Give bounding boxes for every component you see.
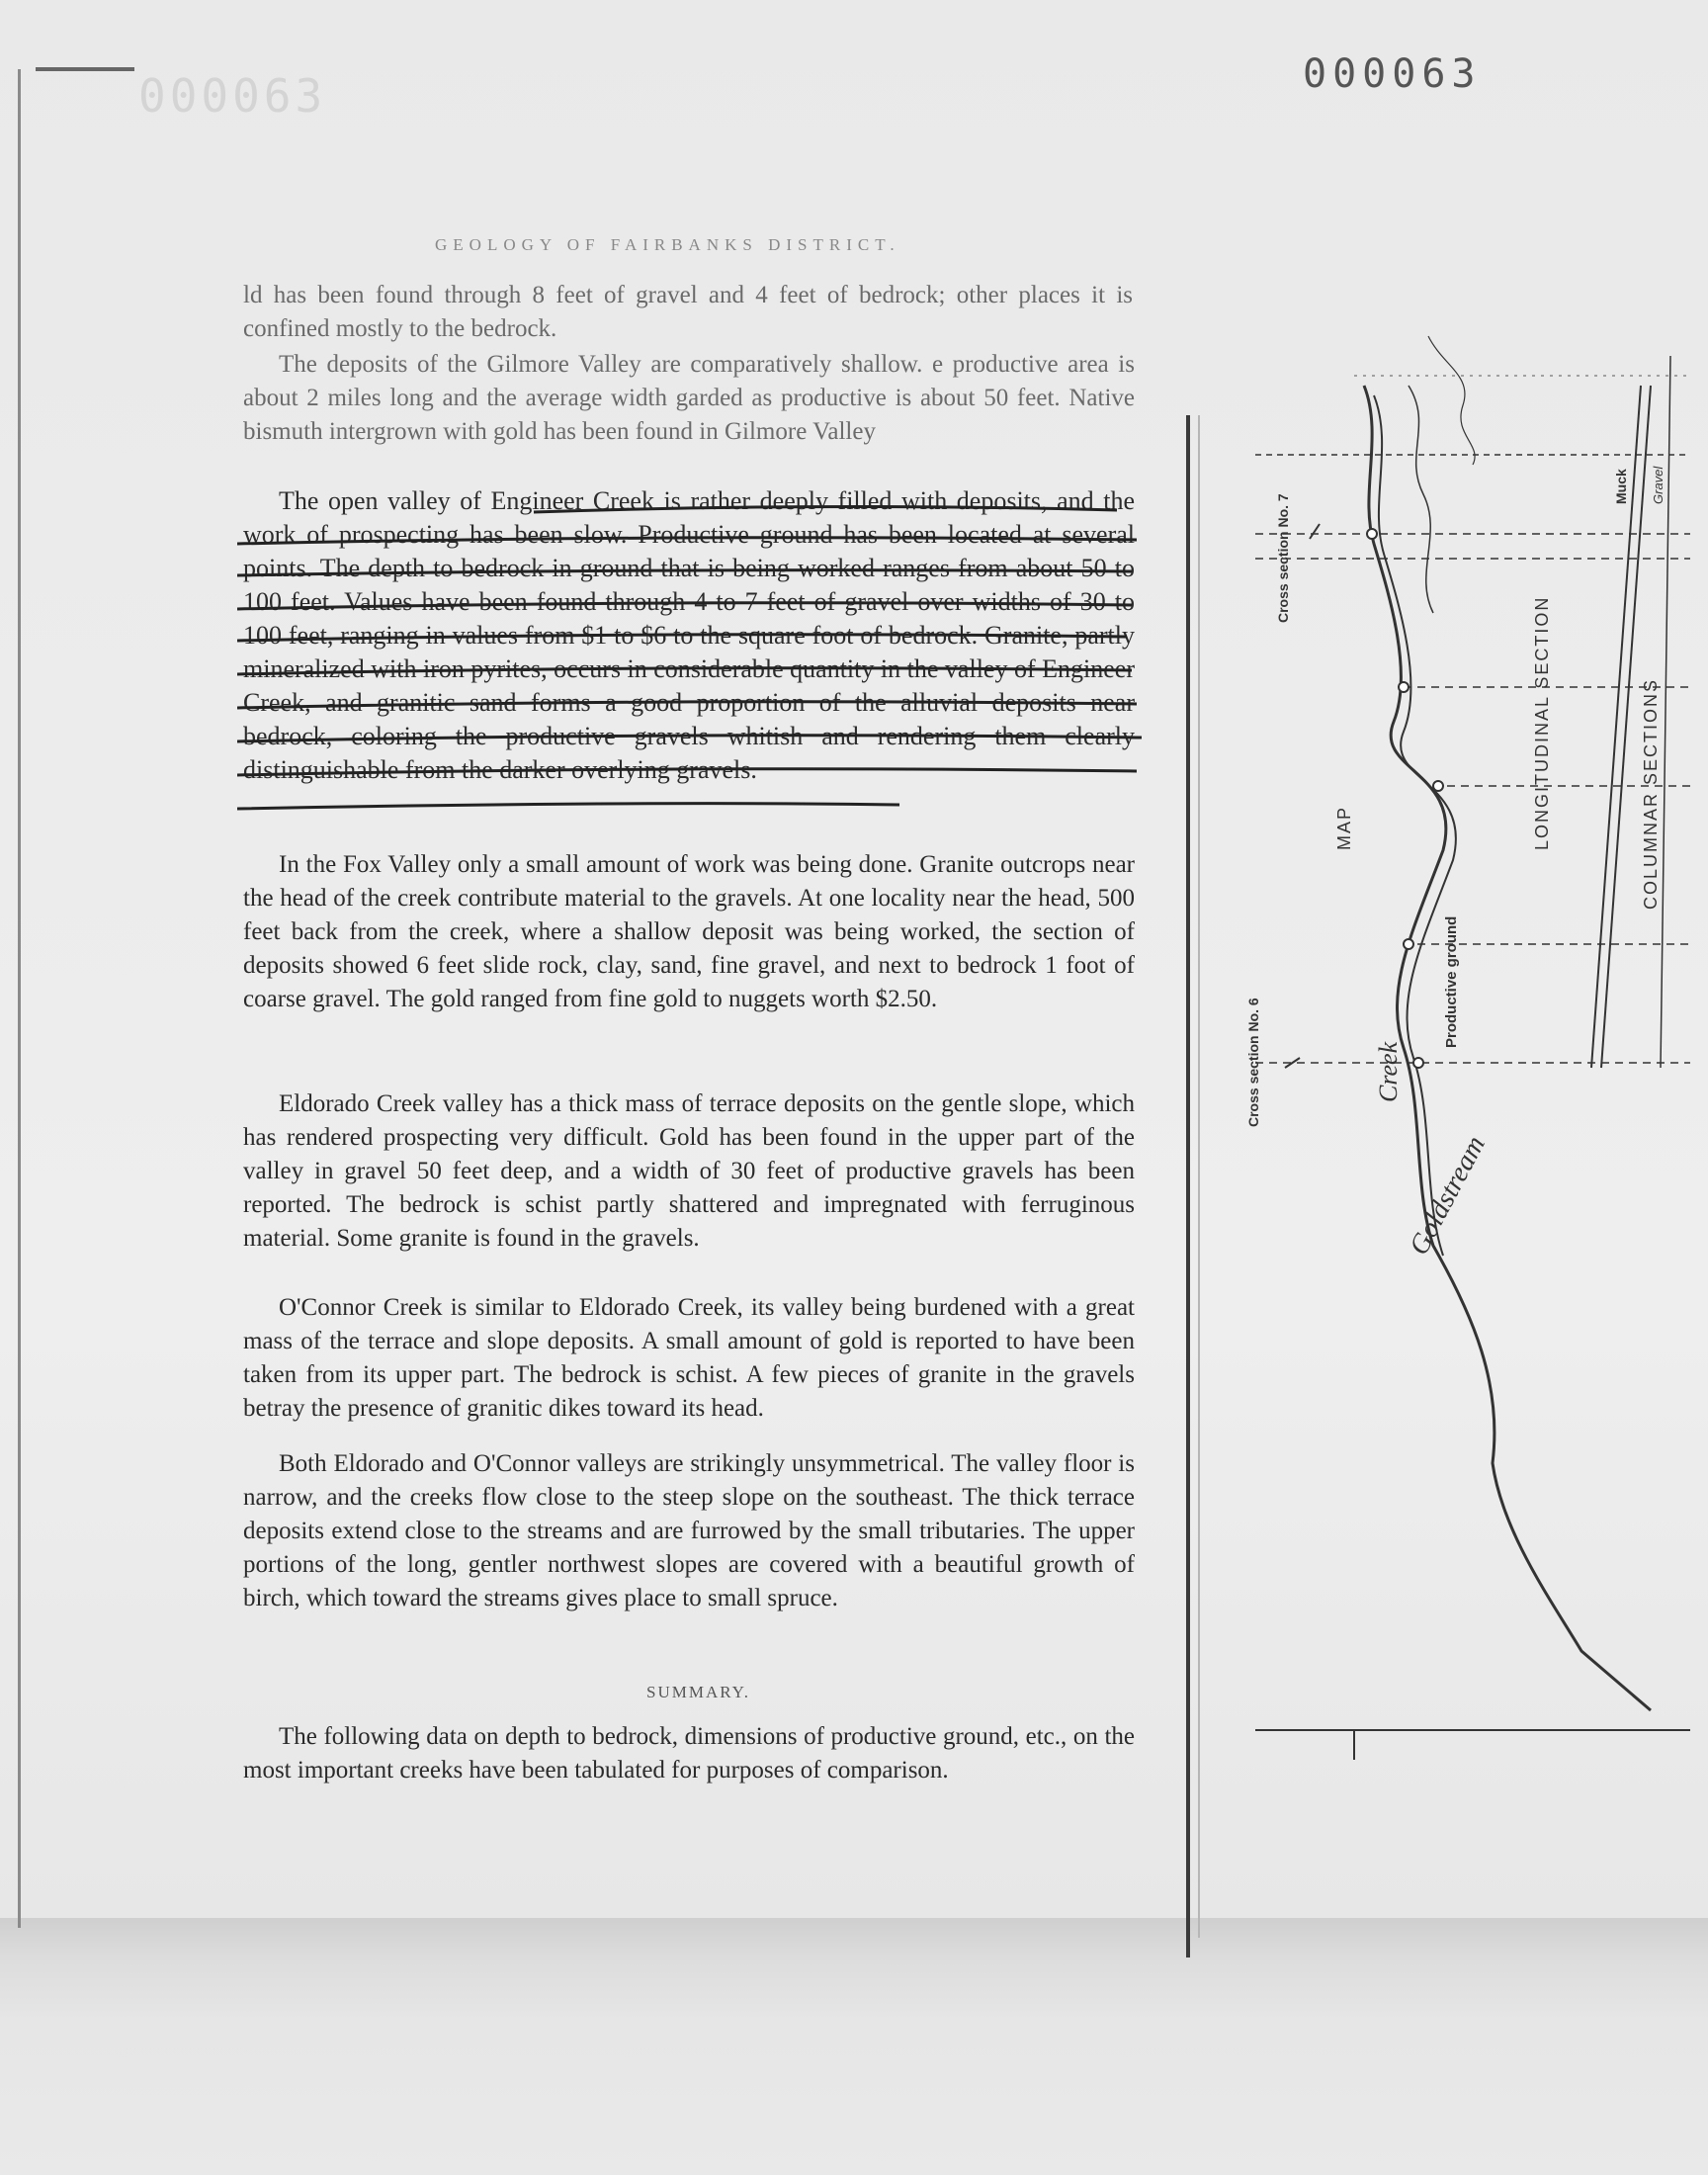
paragraph-6: O'Connor Creek is similar to Eldorado Creek, its valley being burdened with a great mass of the terrace and slope deposits. A small amount of gold is reported to have been taken from its upper part. The bedrock is schist. A few pieces of granite in the gravels betray the presence of granitic dikes toward its head. [243,1294,1135,1422]
label-muck: Muck [1613,469,1629,504]
page-stamp-number: 000063 [1303,51,1482,97]
paragraph-7: Both Eldorado and O'Connor valleys are strikingly unsymmetrical. The valley floor is narrow, and the creeks flow close to the steep slope on the southeast. The thick terrace deposits extend close to the streams and are furrowed by the small tributaries. The upper portions of the long, gentler northwest slopes are covered with a beautiful growth of birch, which toward the streams gives place to small spruce. [243,1450,1135,1611]
paragraph-3-highlighted: The open valley of Engineer Creek is rather deeply filled with deposits, and the work of prospecting has been slow. Productive ground has been located at several points. The depth to bedrock in ground that is being worked ranges from about 50 to 100 feet. Values have been found through 4 to 7 feet of gravel over widths of 30 to 100 feet, ranging in values from $1 to $6 to the square foot of bedrock. Granite, partly mineralized with iron pyrites, occurs in considerable quantity in the valley of Engineer Creek, and granitic sand forms a good proportion of the alluvial deposits near bedrock, coloring the productive gravels whitish and rendering them clearly distinguishable from the darker overlying gravels. [243,486,1135,784]
label-productive-ground: Productive ground [1443,915,1460,1048]
label-cross-section-7: Cross section No. 7 [1275,493,1291,623]
label-creek: Creek [1374,1041,1403,1102]
map-drawing [1255,297,1690,1780]
paragraph-4: In the Fox Valley only a small amount of work was being done. Granite outcrops near the head of the creek contribute material to the gravels. At one locality near the head, 500 feet back from the creek, where a shallow deposit was being worked, the section of deposits showed 6 feet slide rock, clay, sand, fine gravel, and next to bedrock 1 foot of coarse gravel. The gold ranged from fine gold to nuggets worth $2.50. [243,851,1135,1012]
page-gutter-shadow [1198,415,1200,1938]
page-edge [18,69,21,1928]
label-gravel: Gravel [1651,466,1665,504]
label-longitudinal-section: LONGITUDINAL SECTION [1532,595,1552,850]
paragraph-2: The deposits of the Gilmore Valley are comparatively shallow. e productive area is about 2 miles long and the average width garded as productive is about 50 feet. Native bismuth intergrown with gold has been found in Gilmore Valley [243,351,1135,445]
corner-mark [36,67,134,71]
pen-underlines [237,482,1147,848]
summary-heading: SUMMARY. [646,1683,750,1701]
summary-paragraph: The following data on depth to bedrock, dimensions of productive ground, etc., on the most important creeks have been tabulated for purposes of comparison. [243,1723,1135,1784]
label-columnar-sections: COLUMNAR SECTIONS [1641,677,1661,910]
map-figure [1245,297,1690,1780]
faint-stamp: 000063 [138,69,327,123]
running-head: GEOLOGY OF FAIRBANKS DISTRICT. [435,235,900,254]
paragraph-1: ld has been found through 8 feet of gravel and 4 feet of bedrock; other places it is confined mostly to the bedrock. [243,282,1133,342]
label-cross-section-6: Cross section No. 6 [1245,998,1261,1127]
scan-shadow [0,1918,1708,2175]
label-goldstream: Goldstream [1404,1131,1492,1261]
paragraph-5: Eldorado Creek valley has a thick mass of terrace deposits on the gentle slope, which has rendered prospecting very difficult. Gold has been found in the upper part of the valley in gravel 50 feet deep, and a width of 30 feet of productive gravels has been reported. The bedrock is schist partly shattered and impregnated with ferruginous material. Some granite is found in the gravels. [243,1090,1135,1252]
page-gutter [1186,415,1190,1958]
label-map: MAP [1334,805,1354,850]
